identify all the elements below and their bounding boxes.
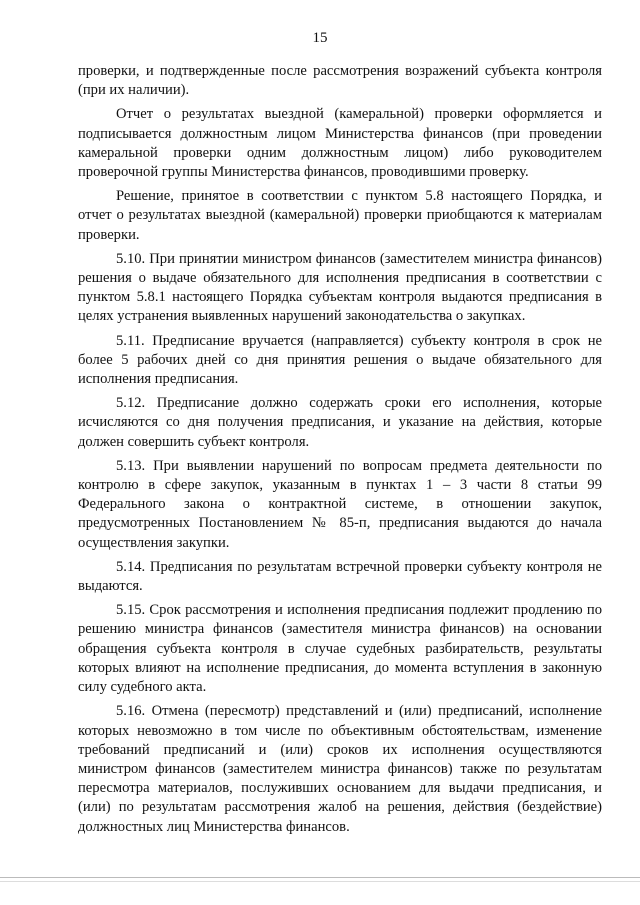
paragraph-decision-attached: Решение, принятое в соответствии с пунктом 5.8 настоящего Порядка, и отчет о результатах выездной (камеральной) проверки приобщаются к материалам проверки. [78, 188, 602, 243]
paragraph-5-11: 5.11. Предписание вручается (направляется) субъекту контроля в срок не более 5 рабочих дней со дня принятия решения о выдаче обязательного для исполнения предписания. [78, 332, 602, 388]
page-number: 15 [312, 30, 328, 46]
page-bottom-rule-secondary [0, 881, 640, 882]
paragraph-report-signing: Отчет о результатах выездной (камеральной) проверки оформляется и подписывается должностным лицом Министерства финансов (при проведении камеральной проверки одним должностным лицом) либо руководителем проверочной группы Министерства финансов, проводившими проверку. [78, 106, 602, 181]
paragraph-continuation: проверки, и подтвержденные после рассмотрения возражений субъекта контроля (при их наличии). [78, 63, 602, 99]
paragraph-5-10: 5.10. При принятии министром финансов (заместителем министра финансов) решения о выдаче обязательного для исполнения предписания в соответствии с пунктом 5.8.1 настоящего Порядка субъектам контроля выдаются предписания в целях устранения выявленных нарушений законодательства о закупках. [78, 250, 602, 325]
paragraph-5-15: 5.15. Срок рассмотрения и исполнения предписания подлежит продлению по решению министра финансов (заместителя министра финансов) на основании обращения субъекта контроля в случае судебных разбирательств, результаты которых влияют на исполнение предписания, до момента вступления в законную силу судебного акта. [78, 602, 602, 696]
document-body [78, 62, 602, 842]
paragraph-5-12: 5.12. Предписание должно содержать сроки его исполнения, которые исчисляются со дня получения предписания, и указание на действия, которые должен совершить субъект контроля. [78, 395, 602, 450]
page-bottom-rule [0, 877, 640, 878]
paragraph-5-13: 5.13. При выявлении нарушений по вопросам предмета деятельности по контролю в сфере закупок, указанным в пунктах 1 – 3 части 8 статьи 99 Федерального закона о контрактной системе, в отношении закупок, предусмотренных Постановлением № 85-п, предписания выдаются до начала осуществления закупки. [78, 457, 602, 551]
paragraph-5-16: 5.16. Отмена (пересмотр) представлений и (или) предписаний, исполнение которых невозможно в том числе по объективным обстоятельствам, изменение требований предписаний и (или) сроков их исполнения осуществляются министром финансов (заместителем министра финансов) также по результатам пересмотра материалов, послуживших основанием для выдачи предписания, и (или) по результатам рассмотрения жалоб на решения, действия (бездействие) должностных лиц Министерства финансов. [78, 703, 602, 835]
paragraph-5-14: 5.14. Предписания по результатам встречной проверки субъекту контроля не выдаются. [78, 558, 602, 595]
